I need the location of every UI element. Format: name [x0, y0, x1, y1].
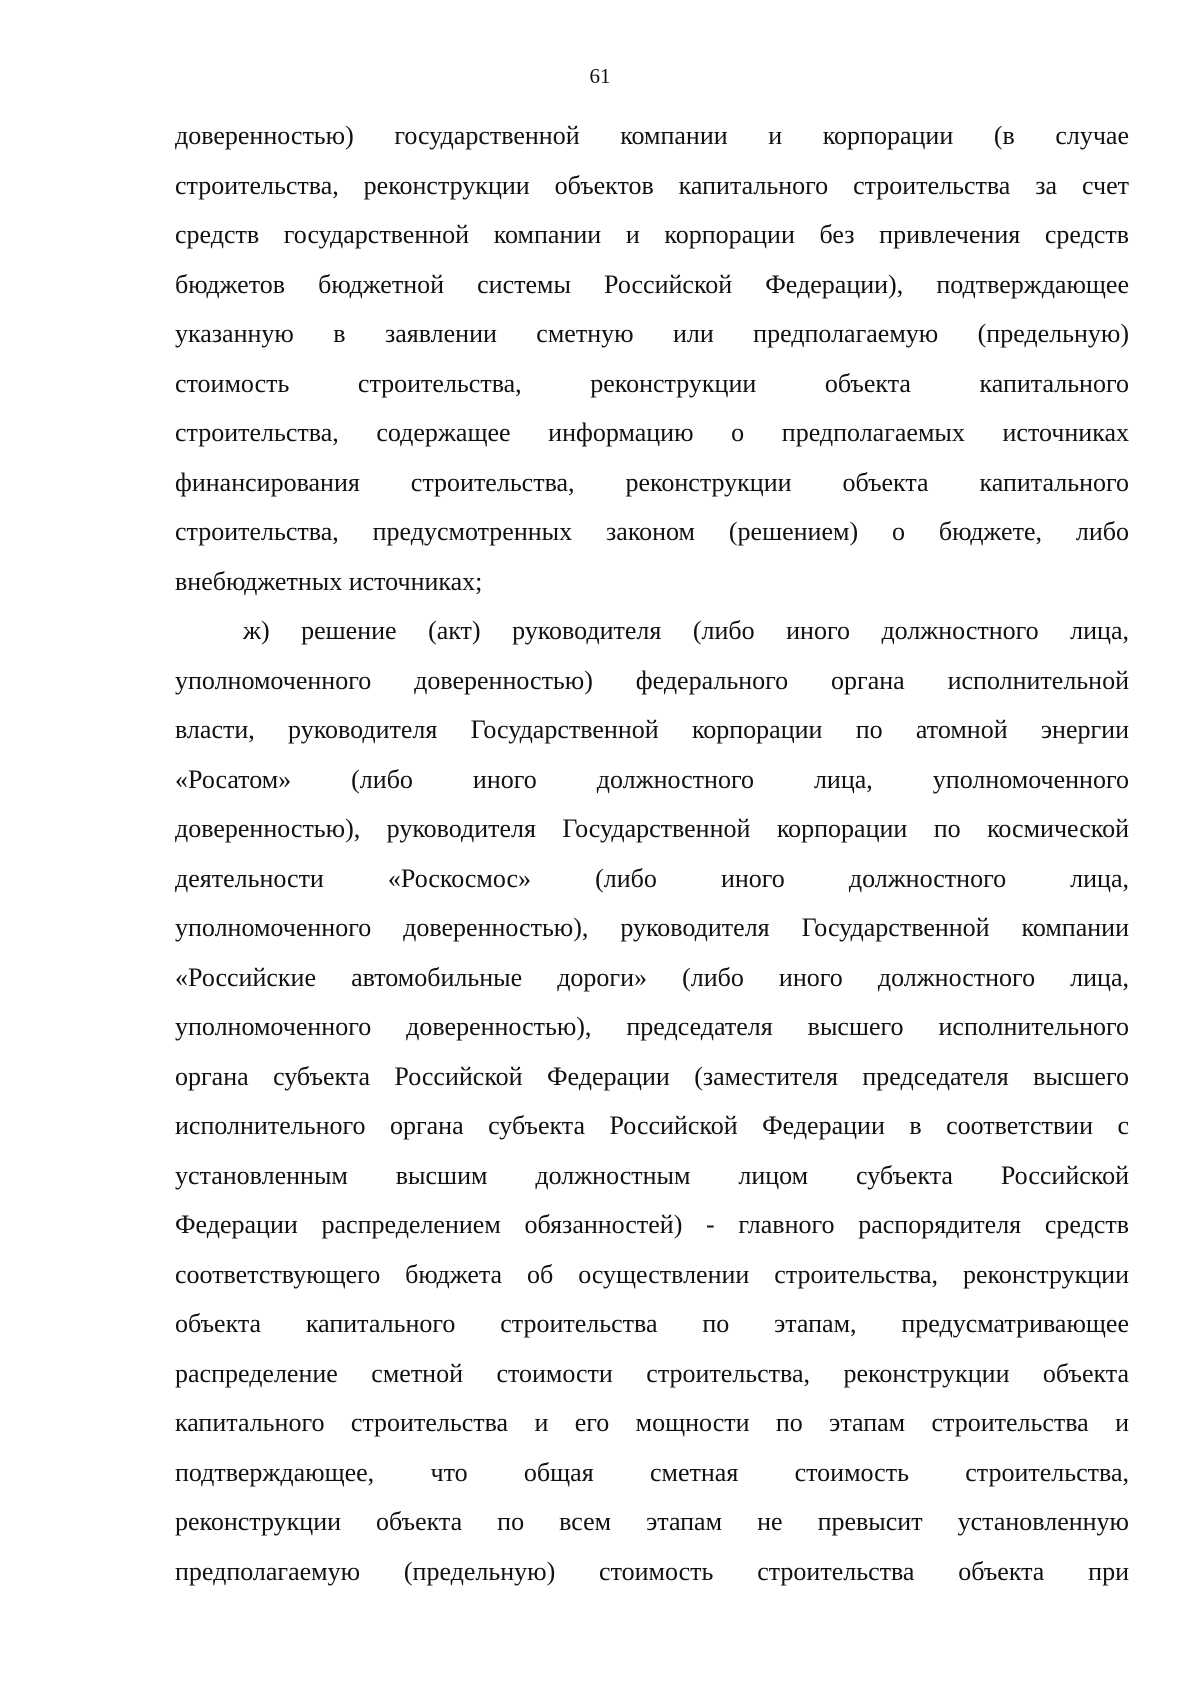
text-line: объекта капитального строительства по этапам, предусматривающее: [175, 1309, 1129, 1338]
text-line: «Росатом» (либо иного должностного лица, уполномоченного: [175, 764, 1129, 794]
text-line: уполномоченного доверенностью), председателя высшего исполнительного: [175, 1012, 1129, 1041]
body-text: [175, 111, 1129, 1596]
text-line: капитального строительства и его мощности по этапам строительства и: [175, 1408, 1129, 1437]
text-line: власти, руководителя Государственной корпорации по атомной энергии: [175, 715, 1129, 744]
text-line: внебюджетных источниках;: [175, 566, 483, 596]
text-line: Федерации распределением обязанностей) - главного распорядителя средств: [175, 1210, 1129, 1239]
text-line: строительства, предусмотренных законом (решением) о бюджете, либо: [175, 517, 1129, 546]
text-line: распределение сметной стоимости строительства, реконструкции объекта: [175, 1358, 1129, 1388]
text-line: строительства, реконструкции объектов капитального строительства за счет: [175, 170, 1129, 200]
text-line: доверенностью), руководителя Государственной корпорации по космической: [175, 814, 1129, 843]
text-line: органа субъекта Российской Федерации (заместителя председателя высшего: [175, 1061, 1129, 1091]
text-line: бюджетов бюджетной системы Российской Федерации), подтверждающее: [175, 269, 1129, 299]
text-line: уполномоченного доверенностью) федерального органа исполнительной: [175, 665, 1129, 695]
text-line: установленным высшим должностным лицом субъекта Российской: [175, 1160, 1129, 1190]
text-line: стоимость строительства, реконструкции объекта капитального: [175, 368, 1129, 398]
text-line: финансирования строительства, реконструкции объекта капитального: [175, 467, 1129, 497]
text-line: указанную в заявлении сметную или предполагаемую (предельную): [175, 319, 1129, 348]
text-line: «Российские автомобильные дороги» (либо иного должностного лица,: [175, 962, 1129, 992]
text-line: подтверждающее, что общая сметная стоимость строительства,: [175, 1457, 1129, 1487]
text-line: деятельности «Роскосмос» (либо иного должностного лица,: [175, 863, 1129, 893]
page-number: 61: [589, 64, 611, 88]
text-line: средств государственной компании и корпорации без привлечения средств: [175, 220, 1129, 249]
text-line: исполнительного органа субъекта Российской Федерации в соответствии с: [175, 1111, 1129, 1140]
text-line: реконструкции объекта по всем этапам не превысит установленную: [175, 1507, 1129, 1536]
text-line: соответствующего бюджета об осуществлении строительства, реконструкции: [175, 1259, 1129, 1289]
text-line: предполагаемую (предельную) стоимость строительства объекта при: [175, 1556, 1129, 1586]
text-line: строительства, содержащее информацию о предполагаемых источниках: [175, 418, 1129, 447]
text-line: ж) решение (акт) руководителя (либо иного должностного лица,: [243, 616, 1129, 645]
text-line: доверенностью) государственной компании и корпорации (в случае: [175, 121, 1129, 150]
text-line: уполномоченного доверенностью), руководителя Государственной компании: [175, 913, 1129, 942]
